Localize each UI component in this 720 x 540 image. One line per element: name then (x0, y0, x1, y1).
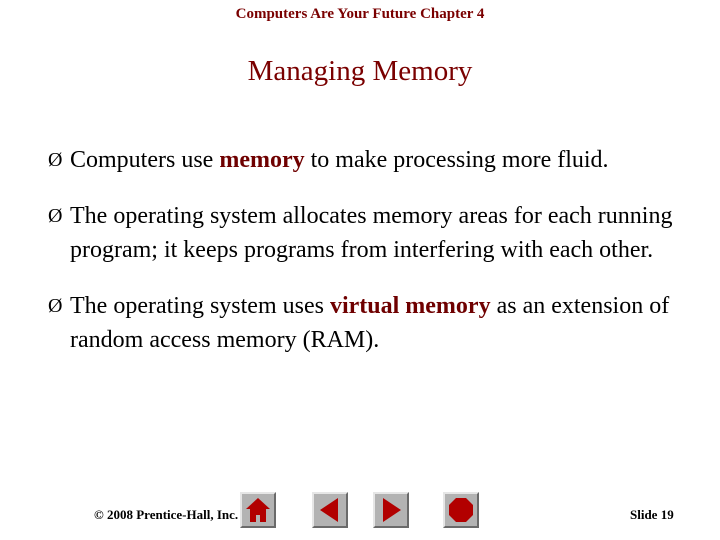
bullet-item (48, 199, 698, 267)
bullet-text: as an extension of random access memory (RAM). (70, 293, 670, 353)
arrow-bullet-icon: Ø (48, 205, 63, 227)
arrow-bullet-icon: Ø (48, 295, 63, 317)
bullet-text: The operating system allocates memory areas for each running program; it keeps programs from interfering with each other. (70, 203, 673, 263)
copyright-notice: © 2008 Prentice-Hall, Inc. (94, 507, 239, 522)
end-show-icon (445, 494, 477, 526)
key-term: memory (219, 147, 305, 173)
slide-number: Slide 19 (630, 507, 674, 522)
bullet-text: The operating system uses (70, 293, 330, 319)
bullet-item (48, 143, 698, 177)
previous-slide-button[interactable] (312, 492, 348, 528)
home-button[interactable] (240, 492, 276, 528)
end-show-button[interactable] (443, 492, 479, 528)
bullet-list (48, 143, 698, 379)
bullet-text: Computers use (70, 147, 220, 173)
arrow-bullet-icon: Ø (48, 149, 63, 171)
slide-title: Managing Memory (247, 55, 473, 87)
next-slide-button[interactable] (373, 492, 409, 528)
bullet-item (48, 289, 698, 357)
previous-icon (314, 494, 346, 526)
home-icon (242, 494, 274, 526)
next-icon (375, 494, 407, 526)
key-term: virtual memory (329, 293, 491, 319)
bullet-text: to make processing more fluid. (304, 147, 609, 173)
slide-header: Computers Are Your Future Chapter 4 (235, 6, 485, 22)
